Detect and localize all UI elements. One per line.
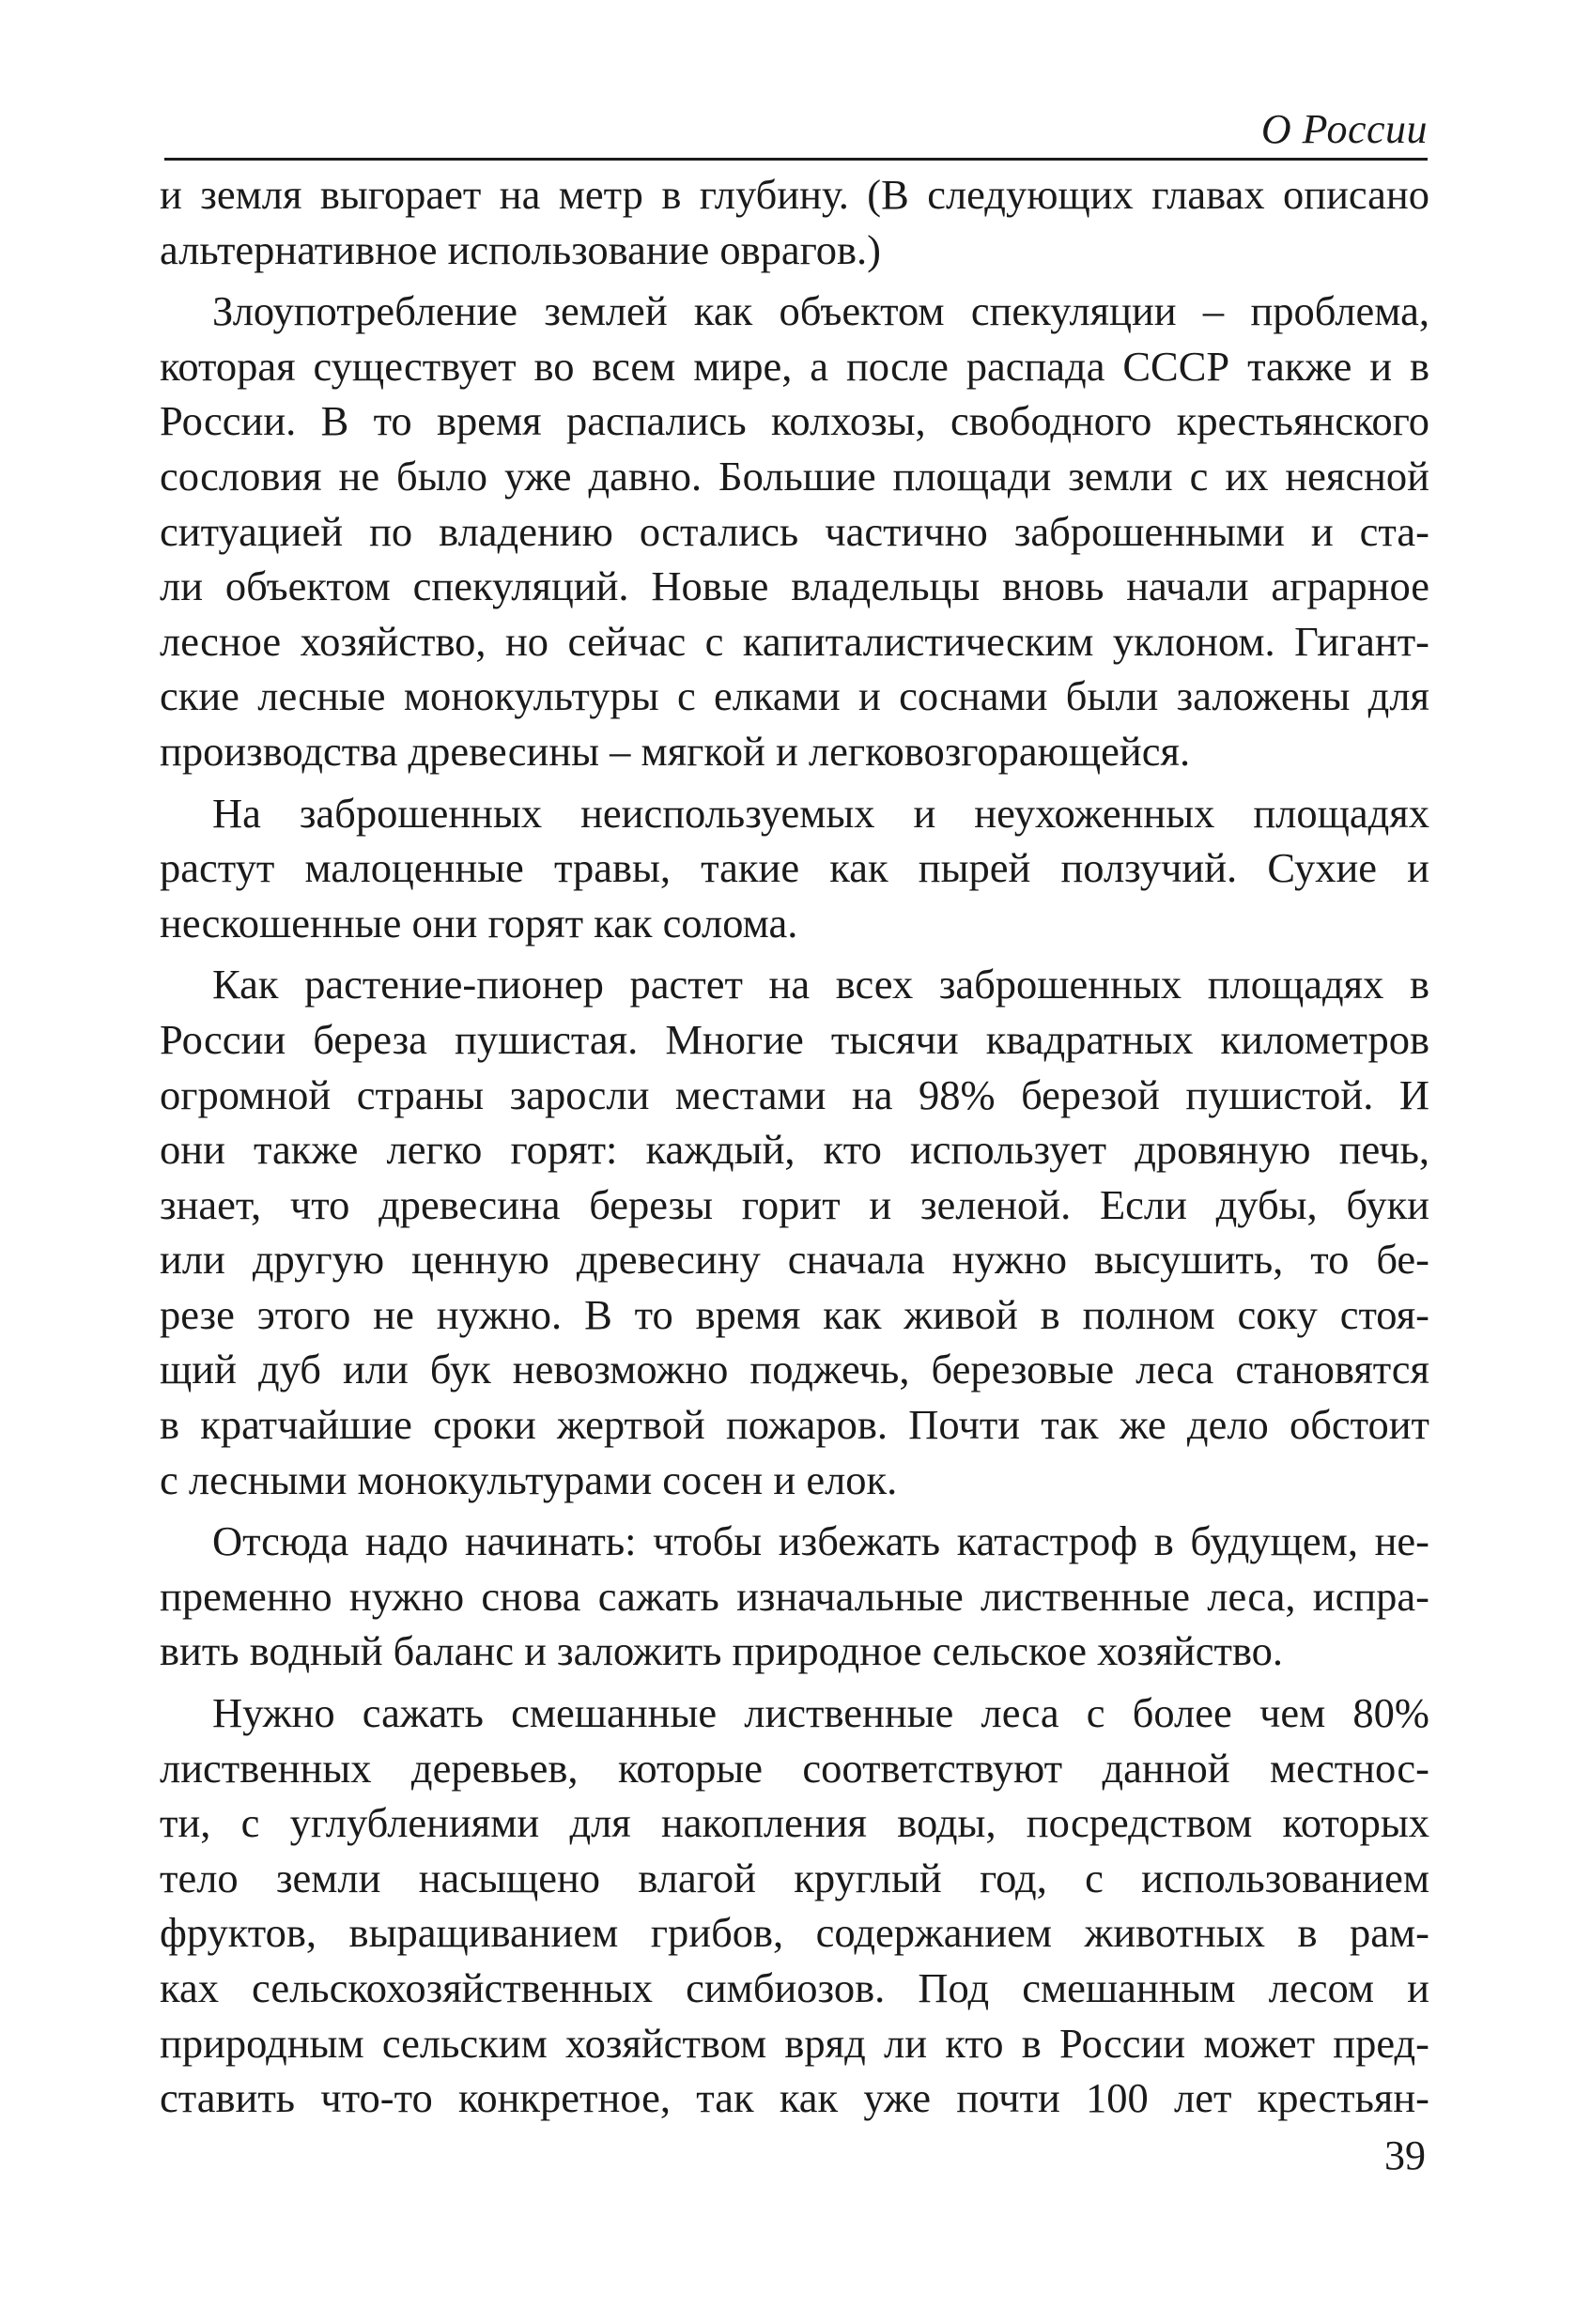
text-line: Как растение-пионер растет на всех заброшенных площадях в bbox=[212, 961, 1429, 1008]
text-line: России береза пушистая. Многие тысячи квадратных километров bbox=[160, 1015, 1429, 1063]
paragraph bbox=[160, 284, 1429, 778]
text-line: с лесными монокультурами сосен и елок. bbox=[160, 1455, 898, 1503]
text-line: Нужно сажать смешанные лиственные леса с более чем 80% bbox=[212, 1689, 1429, 1737]
text-line: пременно нужно снова сажать изначальные лиственные леса, испра- bbox=[160, 1572, 1429, 1620]
text-line: знает, что древесина березы горит и зеленой. Если дубы, буки bbox=[160, 1180, 1429, 1228]
text-line: На заброшенных неиспользуемых и неухоженных площадях bbox=[212, 789, 1429, 837]
header-rule bbox=[164, 158, 1428, 161]
text-line: сословия не было уже давно. Большие площади земли с их неясной bbox=[160, 452, 1429, 500]
page-number: 39 bbox=[1384, 2132, 1426, 2178]
text-line: резе этого не нужно. В то время как живой в полном соку стоя- bbox=[160, 1290, 1429, 1338]
text-line: ли объектом спекуляций. Новые владельцы вновь начали аграрное bbox=[160, 562, 1429, 610]
text-line: тело земли насыщено влагой круглый год, с использованием bbox=[160, 1854, 1429, 1901]
text-line: России. В то время распались колхозы, свободного крестьянского bbox=[160, 397, 1429, 445]
paragraph bbox=[160, 167, 1429, 277]
paragraph bbox=[160, 786, 1429, 951]
text-line: лесное хозяйство, но сейчас с капиталистическим уклоном. Гигант- bbox=[160, 617, 1429, 665]
text-line: они также легко горят: каждый, кто использует дровяную печь, bbox=[160, 1126, 1429, 1174]
body-text bbox=[160, 167, 1429, 2126]
text-line: производства древесины – мягкой и легковозгорающейся. bbox=[160, 727, 1191, 775]
paragraph bbox=[160, 957, 1429, 1507]
text-line: альтернативное использование оврагов.) bbox=[160, 225, 881, 273]
text-line: вить водный баланс и заложить природное сельское хозяйство. bbox=[160, 1627, 1284, 1675]
text-line: растут малоценные травы, такие как пырей ползучий. Сухие и bbox=[160, 844, 1429, 892]
text-line: щий дуб или бук невозможно поджечь, березовые леса становятся bbox=[160, 1346, 1429, 1393]
text-line: огромной страны заросли местами на 98% березой пушистой. И bbox=[160, 1070, 1429, 1118]
text-line: природным сельским хозяйством вряд ли кто в России может пред- bbox=[160, 2019, 1429, 2067]
text-line: Отсюда надо начинать: чтобы избежать катастроф в будущем, не- bbox=[212, 1517, 1429, 1565]
text-line: ставить что-то конкретное, так как уже почти 100 лет крестьян- bbox=[160, 2074, 1429, 2122]
text-line: и земля выгорает на метр в глубину. (В следующих главах описано bbox=[160, 171, 1429, 218]
text-line: лиственных деревьев, которые соответствуют данной местнос- bbox=[160, 1744, 1429, 1792]
text-line: ситуацией по владению остались частично заброшенными и ста- bbox=[160, 507, 1429, 555]
text-line: которая существует во всем мире, а после распада СССР также и в bbox=[160, 342, 1429, 390]
text-line: ские лесные монокультуры с елками и соснами были заложены для bbox=[160, 672, 1429, 720]
running-title: О России bbox=[1260, 106, 1428, 152]
text-line: ках сельскохозяйственных симбиозов. Под смешанным лесом и bbox=[160, 1964, 1429, 2011]
text-line: или другую ценную древесину сначала нужно высушить, то бе- bbox=[160, 1236, 1429, 1284]
paragraph bbox=[160, 1685, 1429, 2126]
text-line: в кратчайшие сроки жертвой пожаров. Почти так же дело обстоит bbox=[160, 1401, 1429, 1449]
text-line: Злоупотребление землей как объектом спекуляции – проблема, bbox=[212, 287, 1429, 335]
text-line: ти, с углублениями для накопления воды, посредством которых bbox=[160, 1799, 1429, 1847]
text-line: нескошенные они горят как солома. bbox=[160, 899, 798, 947]
paragraph bbox=[160, 1514, 1429, 1679]
text-line: фруктов, выращиванием грибов, содержанием животных в рам- bbox=[160, 1909, 1429, 1957]
